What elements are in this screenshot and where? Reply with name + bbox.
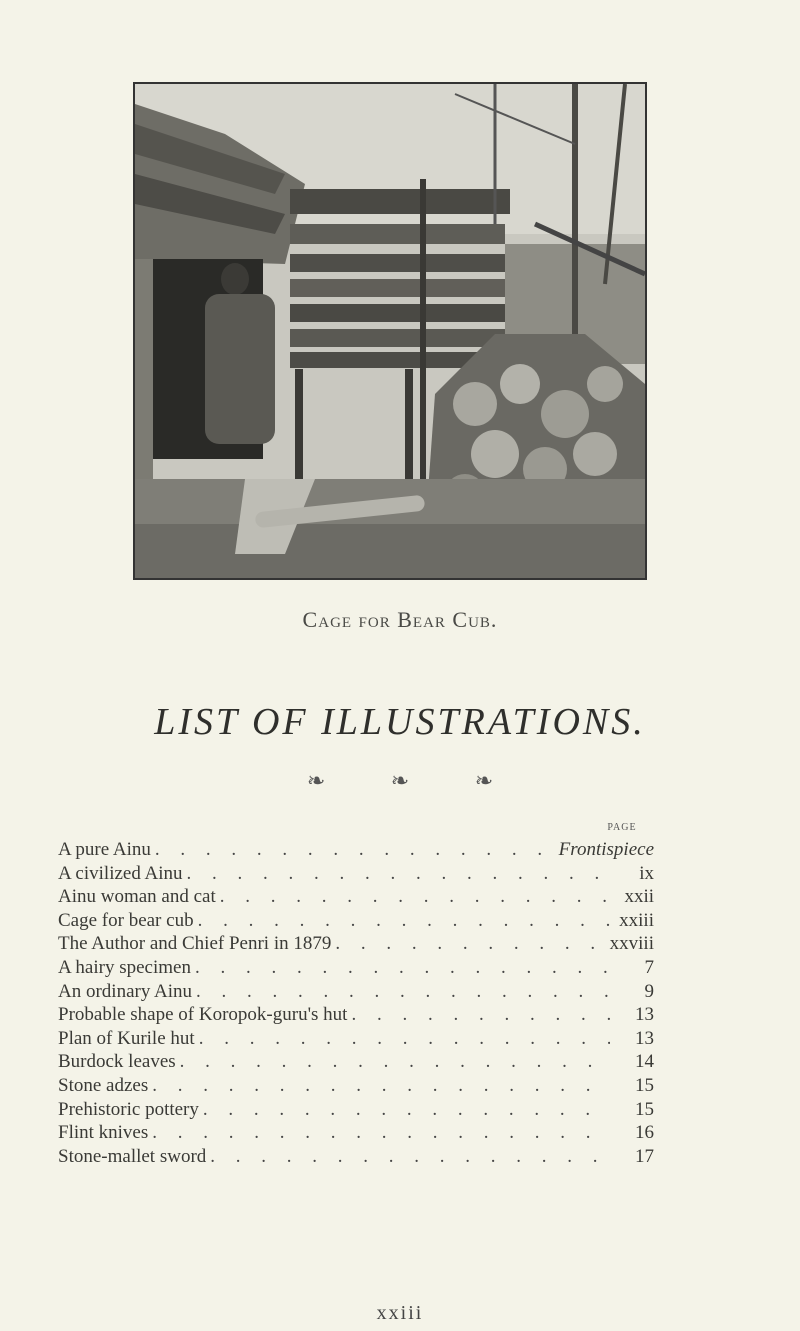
leader-dots <box>152 1121 610 1145</box>
bear-cage-photo <box>135 84 645 578</box>
leader-dots <box>203 1098 610 1122</box>
leader-dots <box>210 1145 610 1169</box>
item-label: Probable shape of Koropok-guru's hut <box>58 1004 348 1026</box>
item-label: A civilized Ainu <box>58 862 183 884</box>
list-item <box>58 980 654 1004</box>
figure-photo <box>133 82 647 580</box>
leaf-ornament-icon: ❧ ❧ ❧ <box>306 768 524 793</box>
leader-dots <box>198 909 610 933</box>
list-item <box>58 862 654 886</box>
page-number: xxiii <box>376 1302 424 1324</box>
leader-dots <box>180 1050 610 1074</box>
list-item <box>58 956 654 980</box>
item-label: Stone adzes <box>58 1074 149 1096</box>
item-page: ix <box>639 862 654 884</box>
list-item <box>58 1050 654 1074</box>
list-item <box>58 885 654 909</box>
page-column-header: PAGE <box>607 822 637 833</box>
item-page: 7 <box>644 956 654 978</box>
item-label: Stone-mallet sword <box>58 1145 207 1167</box>
item-page: 14 <box>635 1051 654 1073</box>
list-item <box>58 1121 654 1145</box>
item-page: 16 <box>635 1122 654 1144</box>
item-label: Cage for bear cub <box>58 909 194 931</box>
caption-text: age for Bear Cub. <box>318 607 498 632</box>
item-page: 15 <box>635 1074 654 1096</box>
item-page: xxiii <box>619 909 654 931</box>
list-item <box>58 1003 654 1027</box>
leader-dots <box>155 838 555 862</box>
item-page: Frontispiece <box>558 839 654 860</box>
list-item <box>58 909 654 933</box>
list-item <box>58 1098 654 1122</box>
leader-dots <box>199 1027 610 1051</box>
item-label: Burdock leaves <box>58 1051 176 1073</box>
leader-dots <box>187 862 610 886</box>
list-item <box>58 1027 654 1051</box>
item-page: xxviii <box>609 933 654 955</box>
item-page: 13 <box>635 1004 654 1026</box>
leader-dots <box>335 932 605 956</box>
item-label: An ordinary Ainu <box>58 980 193 1002</box>
item-label: A pure Ainu <box>58 839 151 860</box>
caption-initial: C <box>302 607 319 632</box>
leader-dots <box>195 956 610 980</box>
item-label: The Author and Chief Penri in 1879 <box>58 933 332 955</box>
item-page: 13 <box>635 1027 654 1049</box>
figure-caption <box>0 607 800 633</box>
item-label: Prehistoric pottery <box>58 1098 199 1120</box>
list-title: LIST OF ILLUSTRATIONS. <box>154 701 646 743</box>
item-page: xxii <box>624 886 654 908</box>
item-label: A hairy specimen <box>58 956 191 978</box>
list-item <box>58 1145 654 1169</box>
illustrations-list <box>58 838 654 1168</box>
item-label: Ainu woman and cat <box>58 886 216 908</box>
item-page: 15 <box>635 1098 654 1120</box>
leader-dots <box>196 980 610 1004</box>
list-item <box>58 838 654 862</box>
item-page: 17 <box>635 1145 654 1167</box>
list-item <box>58 932 654 956</box>
leader-dots <box>351 1003 610 1027</box>
item-label: Flint knives <box>58 1122 149 1144</box>
item-label: Plan of Kurile hut <box>58 1027 195 1049</box>
leader-dots <box>220 885 610 909</box>
list-item <box>58 1074 654 1098</box>
leader-dots <box>152 1074 610 1098</box>
item-page: 9 <box>644 980 654 1002</box>
